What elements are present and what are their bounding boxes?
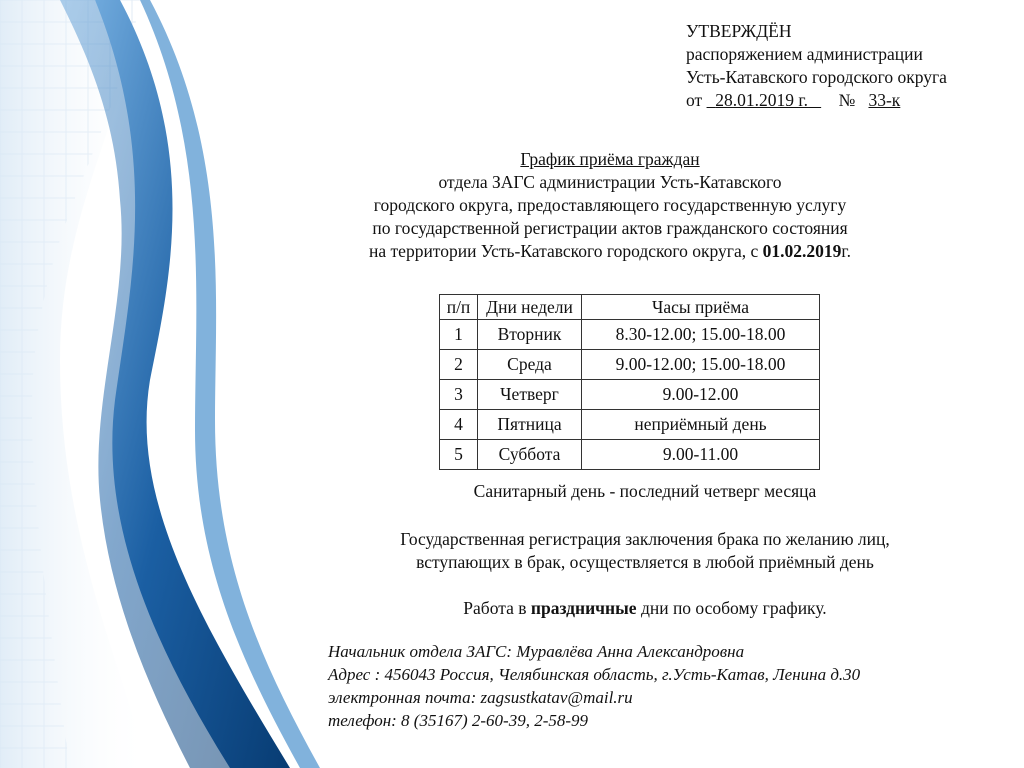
- effective-date: 01.02.2019: [762, 241, 842, 261]
- row-number: 1: [440, 320, 478, 350]
- phone: телефон: 8 (35167) 2-60-39, 2-58-99: [328, 711, 589, 730]
- row-number: 3: [440, 380, 478, 410]
- row-number: 2: [440, 350, 478, 380]
- approval-title: УТВЕРЖДЁН: [686, 21, 792, 41]
- row-hours: 9.00-12.00: [582, 380, 820, 410]
- table-row: [440, 320, 820, 350]
- row-hours: 9.00-11.00: [582, 440, 820, 470]
- approval-issuer: распоряжением администрации: [686, 44, 923, 64]
- title-line: отдела ЗАГС администрации Усть-Катавского: [438, 172, 782, 192]
- approval-organization: Усть-Катавского городского округа: [686, 67, 947, 87]
- row-day: Пятница: [478, 410, 582, 440]
- row-number: 5: [440, 440, 478, 470]
- title-line: городского округа, предоставляющего государственную услугу: [373, 195, 847, 215]
- reception-schedule-table: [439, 294, 820, 470]
- holiday-note: Работа в праздничные дни по особому графику.: [463, 598, 827, 618]
- row-day: Среда: [478, 350, 582, 380]
- email: электронная почта: zagsustkatav@mail.ru: [328, 688, 633, 707]
- contact-info: [328, 640, 860, 732]
- sanitary-day-note: Санитарный день - последний четверг месяца: [473, 481, 817, 501]
- approval-stamp: [686, 20, 947, 112]
- row-hours: неприёмный день: [582, 410, 820, 440]
- marriage-note-line1: Государственная регистрация заключения брака по желанию лиц,: [400, 529, 890, 549]
- approval-number: 33-к: [868, 90, 901, 110]
- marriage-note-line2: вступающих в брак, осуществляется в любой приёмный день: [416, 552, 874, 572]
- approval-from-label: от: [686, 90, 703, 110]
- column-header-number: п/п: [440, 295, 478, 320]
- department-head: Начальник отдела ЗАГС: Муравлёва Анна Александровна: [328, 642, 745, 661]
- approval-date-line: [686, 89, 947, 112]
- table-row: [440, 440, 820, 470]
- table-row: [440, 350, 820, 380]
- table-row: [440, 380, 820, 410]
- schedule-heading: График приёма граждан: [520, 149, 700, 169]
- title-line: на территории Усть-Катавского городского округа, с 01.02.2019г.: [369, 241, 851, 261]
- title-line: по государственной регистрации актов гражданского состояния: [372, 218, 848, 238]
- row-day: Суббота: [478, 440, 582, 470]
- row-day: Вторник: [478, 320, 582, 350]
- table-row: [440, 410, 820, 440]
- column-header-day: Дни недели: [478, 295, 582, 320]
- approval-number-sign: №: [838, 90, 856, 110]
- row-hours: 8.30-12.00; 15.00-18.00: [582, 320, 820, 350]
- approval-date: 28.01.2019 г.: [715, 90, 809, 110]
- column-header-hours: Часы приёма: [582, 295, 820, 320]
- schedule-title: [300, 148, 920, 263]
- row-number: 4: [440, 410, 478, 440]
- address: Адрес : 456043 Россия, Челябинская область, г.Усть-Катав, Ленина д.30: [328, 665, 861, 684]
- table-header-row: [440, 295, 820, 320]
- row-hours: 9.00-12.00; 15.00-18.00: [582, 350, 820, 380]
- row-day: Четверг: [478, 380, 582, 410]
